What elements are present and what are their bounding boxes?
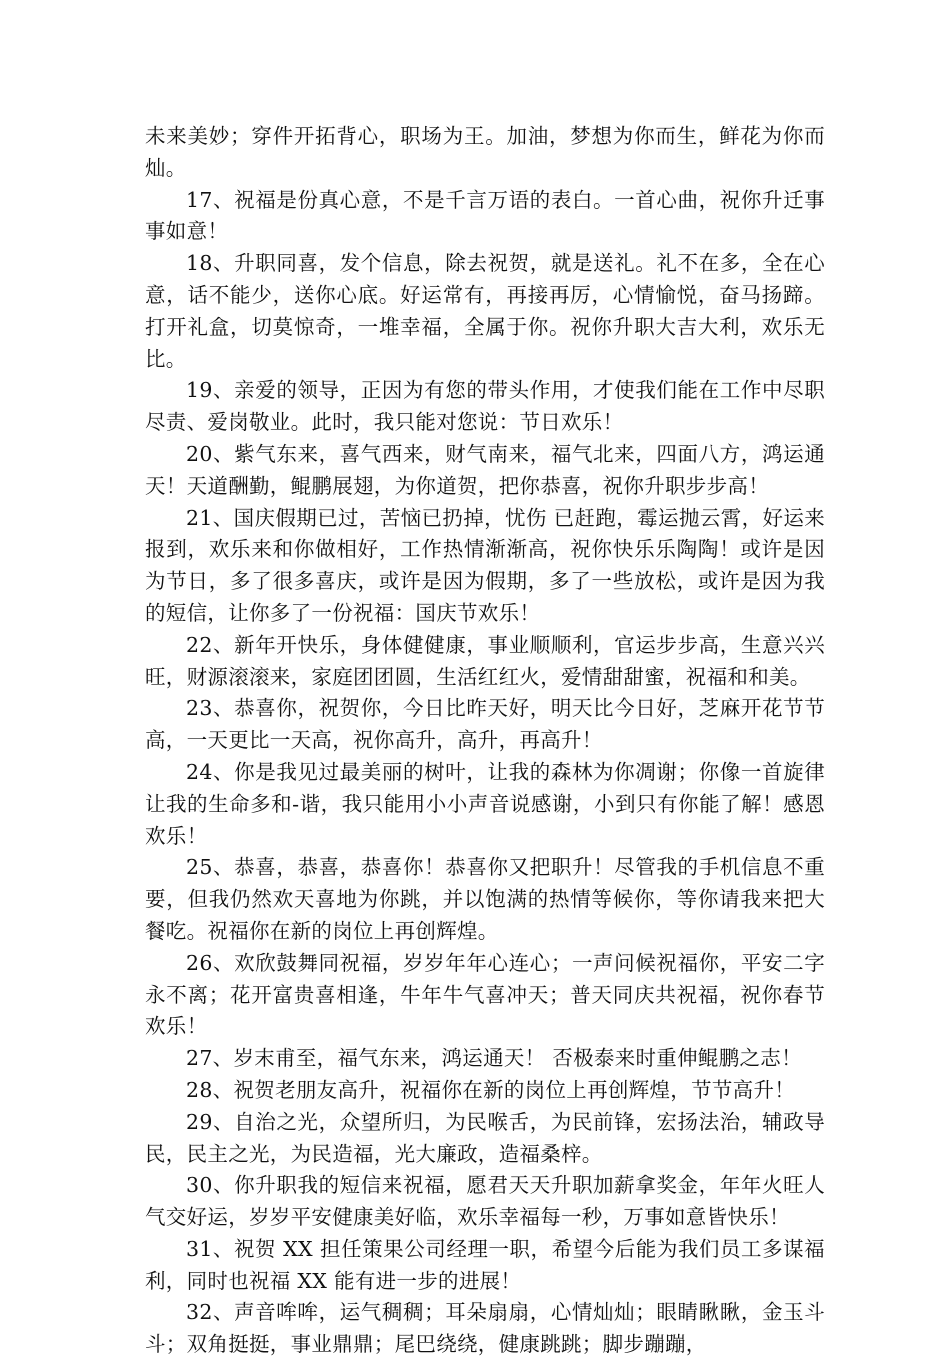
paragraph: 20、紫气东来，喜气西来，财气南来，福气北来，四面八方，鸿运通天！天道酬勤，鲲鹏展翅，为你道贺，把你恭喜，祝你升职步步高！ bbox=[145, 441, 825, 498]
paragraph: 27、岁末甫至，福气东来，鸿运通天！ 否极泰来时重伸鲲鹏之志！ bbox=[186, 1046, 802, 1071]
paragraph: 23、恭喜你，祝贺你，今日比昨天好，明天比今日好，芝麻开花节节高，一天更比一天高，祝你高升，高升，再高升！ bbox=[145, 696, 825, 753]
paragraph: 32、声音哞哞，运气稠稠；耳朵扇扇，心情灿灿；眼睛瞅瞅，金玉斗斗；双角挺挺，事业鼎鼎；尾巴绕绕，健康跳跳；脚步蹦蹦， bbox=[145, 1300, 825, 1357]
paragraph: 30、你升职我的短信来祝福，愿君天天升职加薪拿奖金，年年火旺人气交好运，岁岁平安健康美好临，欢乐幸福每一秒，万事如意皆快乐！ bbox=[145, 1173, 825, 1230]
paragraph: 21、国庆假期已过，苦恼已扔掉，忧伤 已赶跑，霉运抛云霄，好运来报到，欢乐来和你做相好，工作热情渐渐高，祝你快乐乐陶陶！或许是因为节日，多了很多喜庆，或许是因为假期，多了一些放松，或许是因为我的短信，让你多了一份祝福：国庆节欢乐！ bbox=[145, 505, 825, 625]
paragraph: 28、祝贺老朋友高升，祝福你在新的岗位上再创辉煌，节节高升！ bbox=[186, 1077, 796, 1102]
paragraph: 24、你是我见过最美丽的树叶，让我的森林为你凋谢；你像一首旋律让我的生命多和-谐，我只能用小小声音说感谢，小到只有你能了解！感恩欢乐！ bbox=[145, 759, 825, 848]
paragraph: 未来美妙；穿件开拓背心，职场为王。加油，梦想为你而生，鲜花为你而灿。 bbox=[145, 124, 825, 180]
paragraph: 17、祝福是份真心意，不是千言万语的表白。一首心曲，祝你升迁事事如意！ bbox=[145, 187, 825, 244]
paragraph: 29、自治之光，众望所归，为民喉舌，为民前锋，宏扬法治，辅政导民，民主之光，为民造福，光大廉政，造福桑梓。 bbox=[145, 1109, 825, 1166]
paragraph: 19、亲爱的领导，正因为有您的带头作用，才使我们能在工作中尽职尽责、爱岗敬业。此时，我只能对您说：节日欢乐！ bbox=[145, 378, 825, 435]
paragraph: 26、欢欣鼓舞同祝福，岁岁年年心连心；一声问候祝福你，平安二字永不离；花开富贵喜相逢，牛年牛气喜冲天；普天同庆共祝福，祝你春节欢乐！ bbox=[145, 950, 825, 1039]
paragraph: 22、新年开快乐，身体健健康，事业顺顺利，官运步步高，生意兴兴旺，财源滚滚来，家庭团团圆，生活红红火，爱情甜甜蜜，祝福和和美。 bbox=[145, 632, 825, 689]
paragraph: 31、祝贺 XX 担任策果公司经理一职，希望今后能为我们员工多谋福利，同时也祝福 XX 能有进一步的进展！ bbox=[145, 1236, 825, 1293]
paragraph: 18、升职同喜，发个信息，除去祝贺，就是送礼。礼不在多，全在心意，话不能少，送你心底。好运常有，再接再厉，心情愉悦，奋马扬蹄。打开礼盒，切莫惊奇，一堆幸福，全属于你。祝你升职大吉大利，欢乐无比。 bbox=[145, 251, 825, 371]
paragraph: 25、恭喜，恭喜，恭喜你！恭喜你又把职升！尽管我的手机信息不重要，但我仍然欢天喜地为你跳，并以饱满的热情等候你，等你请我来把大餐吃。祝福你在新的岗位上再创辉煌。 bbox=[145, 855, 825, 943]
document-body bbox=[145, 121, 825, 1361]
